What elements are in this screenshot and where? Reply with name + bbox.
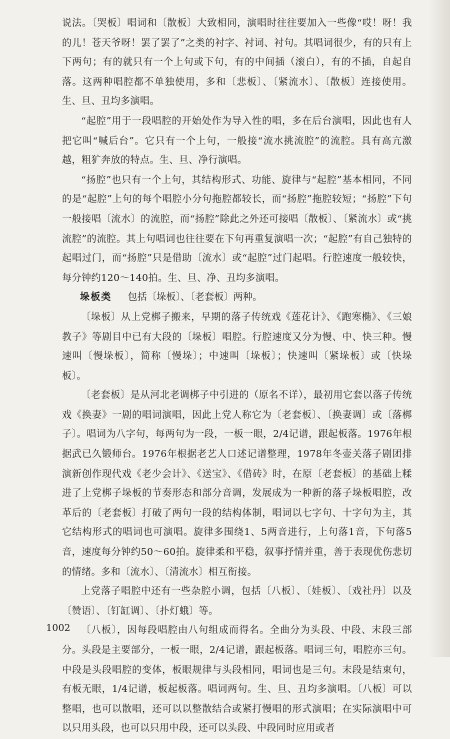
- paragraph: 〔垛板〕从上党梆子搬来，早期的落子传统戏《莲花计》、《跑寒椭》、《三娘教子》等剧目中已有大段的〔垛板〕唱腔。行腔速度又分为慢、中、快三种。慢速叫〔慢垛板〕，简称〔慢垛〕；中速叫〔垛板〕；快速叫〔紧垛板〕或〔快垛板〕。: [62, 311, 412, 382]
- paragraph: 说法。〔哭板〕唱词和〔散板〕大致相同，演唱时往往要加入一些像“哎！呀！我的儿！苍天爷呀！罢了罢了”之类的衬字、衬词、衬句。其唱词很少，有的只有上下两句；有的就只有一个上句或下句，有的中间插（滚白），有的不插，自起自落。这两种唱腔都不单独使用，多和〔悲板〕、〔紧流水〕、〔散板〕连接使用。生、旦、丑均多演唱。: [62, 18, 412, 108]
- paragraph: “起腔”用于一段唱腔的开始处作为导入性的唱，多在后台演唱，因此也有人把它叫“喊后台”。它只有一个上句，一般接“流水挑流腔”的流腔。具有高亢激越，粗犷奔放的特点。生、旦、净行演唱。: [62, 115, 412, 167]
- paragraph: 〔老套板〕是从河北老调梆子中引进的（原名不详），最初用它套以落子传统戏《换妻》一剧的唱词演唱，因此上党人称它为〔老套板〕、〔换妻调〕或〔落梆子〕。唱词为八字句，每两句为一段，一板一眼，2/4记谱，跟起板落。1976年根据武已久锻师台。1976年根据老艺人口述记谱整理，1978年冬壶关落子剧团排演新创作现代戏《老少会计》、《送宝》、《借砖》时，在原〔老套板〕的基础上糅进了上党梆子垛板的节奏形态和部分音调，发展成为一种新的落子垛板唱腔，改革后的〔老套板〕打破了两句一段的结构体制，唱词以七字句、十字句为主，其它结构形式的唱词也可演唱。旋律多围绕1、5两音进行，上句落1音，下句落5音，速度每分钟约50～60拍。旋律柔和平稳，叙事抒情并重，善于表现优伤悲切的情绪。多和〔流水〕、〔清流水〕相互衔接。: [62, 390, 412, 578]
- section-heading: [62, 288, 412, 308]
- paragraph: 〔八板〕，因每段唱腔由八句组成而得名。全曲分为头段、中段、末段三部分。头段是主要部分，一板一眼，2/4记谱，跟起板落。唱词三句，唱腔亦三句。中段是头段唱腔的变体，板眼规律与头段相同，唱词也是三句。末段是结束句，有板无眼，1/4记谱，板起板落。唱词两句。生、旦、丑均多演唱。〔八板〕可以整唱，也可以散唱，还可以以整散结合或紧打慢唱的形式演唱；在实际演唱中可以只用头段，也可以只用中段，还可以头段、中段同时应用或者: [62, 625, 412, 735]
- scan-shadow: [428, 0, 450, 657]
- section-heading-body: 包括〔垛板〕、〔老套板〕两种。: [127, 292, 263, 304]
- paragraph: “扬腔”也只有一个上句，其结构形式、功能、旋律与“起腔”基本相同，不同的是“起腔”上句的每个唱腔小分句拖腔都较长，而“扬腔”拖腔较短；“扬腔”下句一般接唱〔流水〕的流腔，而“扬腔”除此之外还可接唱〔散板〕、〔紧流水〕或“挑流腔”的流腔。其上句唱词也往往要在下句再重复演唱一次；“起腔”有自己独特的起唱过门，而“扬腔”只是借助〔流水〕或“起腔”过门起唱。行腔速度一般较快，每分钟约120～140拍。生、旦、净、丑均多演唱。: [62, 174, 412, 284]
- paragraph: 上党落子唱腔中还有一些杂腔小调，包括〔八板〕、〔娃板〕、〔戏社丹〕以及〔赞语〕、〔钉缸调〕、〔扑灯蛾〕等。: [62, 586, 412, 617]
- section-heading-title: 垛板类: [80, 292, 112, 304]
- page-number: 1002: [46, 623, 71, 634]
